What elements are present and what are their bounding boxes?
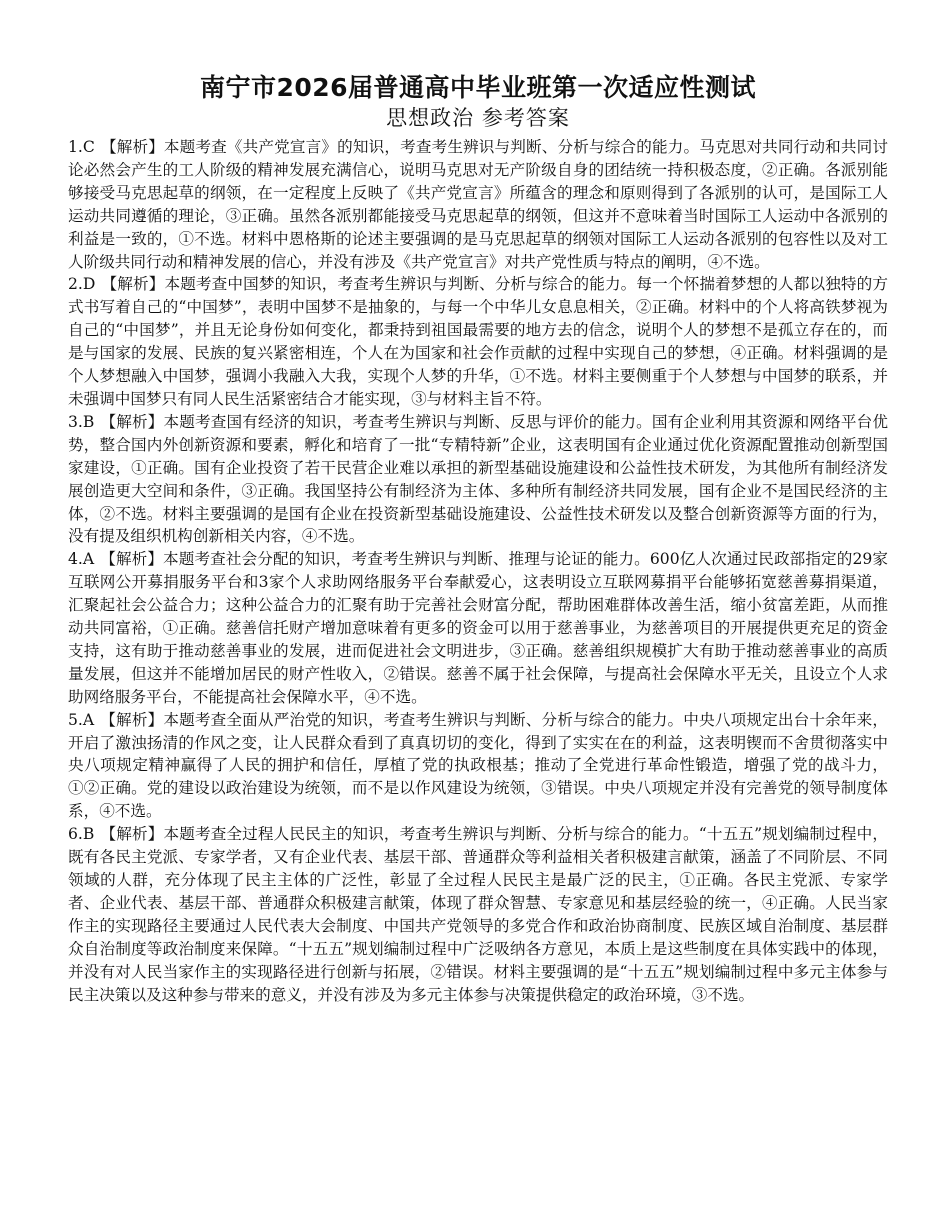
answer-item-3 <box>68 411 888 548</box>
answer-item-4 <box>68 548 888 708</box>
answer-explanation: 【解析】本题考查社会分配的知识，考查考生辨识与判断、推理与论证的能力。600亿人次通过民政部指定的29家互联网公开募捐服务平台和3家个人求助网络服务平台奉献爱心，这表明设立互联网募捐平台能够拓宽慈善募捐渠道，汇聚起社会公益合力；这种公益合力的汇聚有助于完善社会财富分配，帮助困难群体改善生活，缩小贫富差距，从而推动共同富裕，①正确。慈善信托财产增加意味着有更多的资金可以用于慈善事业，为慈善项目的开展提供更充足的资金支持，这有助于推动慈善事业的发展，进而促进社会文明进步，③正确。慈善组织规模扩大有助于推动慈善事业的高质量发展，但这并不能增加居民的财产性收入，②错误。慈善不属于社会保障，与提高社会保障水平无关，且设立个人求助网络服务平台，不能提高社会保障水平，④不选。 <box>68 550 888 706</box>
answer-explanation: 【解析】本题考查中国梦的知识，考查考生辨识与判断、分析与综合的能力。每一个怀揣着梦想的人都以独特的方式书写着自己的“中国梦”，表明中国梦不是抽象的，与每一个中华儿女息息相关，②正确。材料中的个人将高铁梦视为自己的“中国梦”，并且无论身份如何变化，都秉持到祖国最需要的地方去的信念，说明个人的梦想不是孤立存在的，而是与国家的发展、民族的复兴紧密相连，个人在为国家和社会作贡献的过程中实现自己的梦想，④正确。材料强调的是个人梦想融入中国梦，强调小我融入大我，实现个人梦的升华，①不选。材料主要侧重于个人梦想与中国梦的联系，并未强调中国梦只有同人民生活紧密结合才能实现，③与材料主旨不符。 <box>68 275 888 408</box>
answer-item-6 <box>68 823 888 1006</box>
answer-item-5 <box>68 709 888 824</box>
document-subtitle: 思想政治 参考答案 <box>386 106 570 130</box>
answer-number: 3.B <box>68 412 95 431</box>
answer-explanation: 【解析】本题考查全面从严治党的知识，考查考生辨识与判断、分析与综合的能力。中央八项规定出台十余年来，开启了激浊扬清的作风之变，让人民群众看到了真真切切的变化，得到了实实在在的利益，这表明锲而不舍贯彻落实中央八项规定精神赢得了人民的拥护和信任，厚植了党的执政根基；推动了全党进行革命性锻造，增强了党的战斗力，①②正确。党的建设以政治建设为统领，而不是以作风建设为统领，③错误。中央八项规定并没有完善党的领导制度体系，④不选。 <box>68 710 888 821</box>
answer-number: 2.D <box>68 275 96 294</box>
answer-item-1 <box>68 136 888 273</box>
answer-number: 6.B <box>68 825 95 844</box>
document-title: 南宁市2026届普通高中毕业班第一次适应性测试 <box>199 73 757 102</box>
answer-number: 1.C <box>68 138 95 156</box>
answer-explanation: 【解析】本题考查《共产党宣言》的知识，考查考生辨识与判断、分析与综合的能力。马克思对共同行动和共同讨论必然会产生的工人阶级的精神发展充满信心，说明马克思对无产阶级自身的团结统一持积极态度，②正确。各派别能够接受马克思起草的纲领，在一定程度上反映了《共产党宣言》所蕴含的理念和原则得到了各派别的认可，是国际工人运动共同遵循的理论，③正确。虽然各派别都能接受马克思起草的纲领，但这并不意味着当时国际工人运动中各派别的利益是一致的，①不选。材料中恩格斯的论述主要强调的是马克思起草的纲领对国际工人运动各派别的包容性以及对工人阶级共同行动和精神发展的信心，并没有涉及《共产党宣言》对共产党性质与特点的阐明，④不选。 <box>68 138 888 271</box>
answer-number: 4.A <box>68 550 95 569</box>
answer-list <box>68 136 888 1006</box>
answer-explanation: 【解析】本题考查全过程人民民主的知识，考查考生辨识与判断、分析与综合的能力。“十五五”规划编制过程中，既有各民主党派、专家学者，又有企业代表、基层干部、普通群众等利益相关者积极建言献策，涵盖了不同阶层、不同领域的人群，充分体现了民主主体的广泛性，彰显了全过程人民民主是最广泛的民主，①正确。各民主党派、专家学者、企业代表、基层干部、普通群众积极建言献策，体现了群众智慧、专家意见和基层经验的统一，④正确。人民当家作主的实现路径主要通过人民代表大会制度、中国共产党领导的多党合作和政治协商制度、民族区域自治制度、基层群众自治制度等政治制度来保障。“十五五”规划编制过程中广泛吸纳各方意见，本质上是这些制度在具体实践中的体现，并没有对人民当家作主的实现路径进行创新与拓展，②错误。材料主要强调的是“十五五”规划编制过程中多元主体参与民主决策以及这种参与带来的意义，并没有涉及为多元主体参与决策提供稳定的政治环境，③不选。 <box>68 825 888 1004</box>
answer-number: 5.A <box>68 710 95 729</box>
answer-explanation: 【解析】本题考查国有经济的知识，考查考生辨识与判断、反思与评价的能力。国有企业利用其资源和网络平台优势，整合国内外创新资源和要素，孵化和培育了一批“专精特新”企业，这表明国有企业通过优化资源配置推动创新型国家建设，①正确。国有企业投资了若干民营企业难以承担的新型基础设施建设和公益性技术研发，为其他所有制经济发展创造更大空间和条件，③正确。我国坚持公有制经济为主体、多种所有制经济共同发展，国有企业不是国民经济的主体，②不选。材料主要强调的是国有企业在投资新型基础设施建设、公益性技术研发以及整合创新资源等方面的行为，没有提及组织机构创新相关内容，④不选。 <box>68 412 888 546</box>
answer-item-2 <box>68 273 888 410</box>
